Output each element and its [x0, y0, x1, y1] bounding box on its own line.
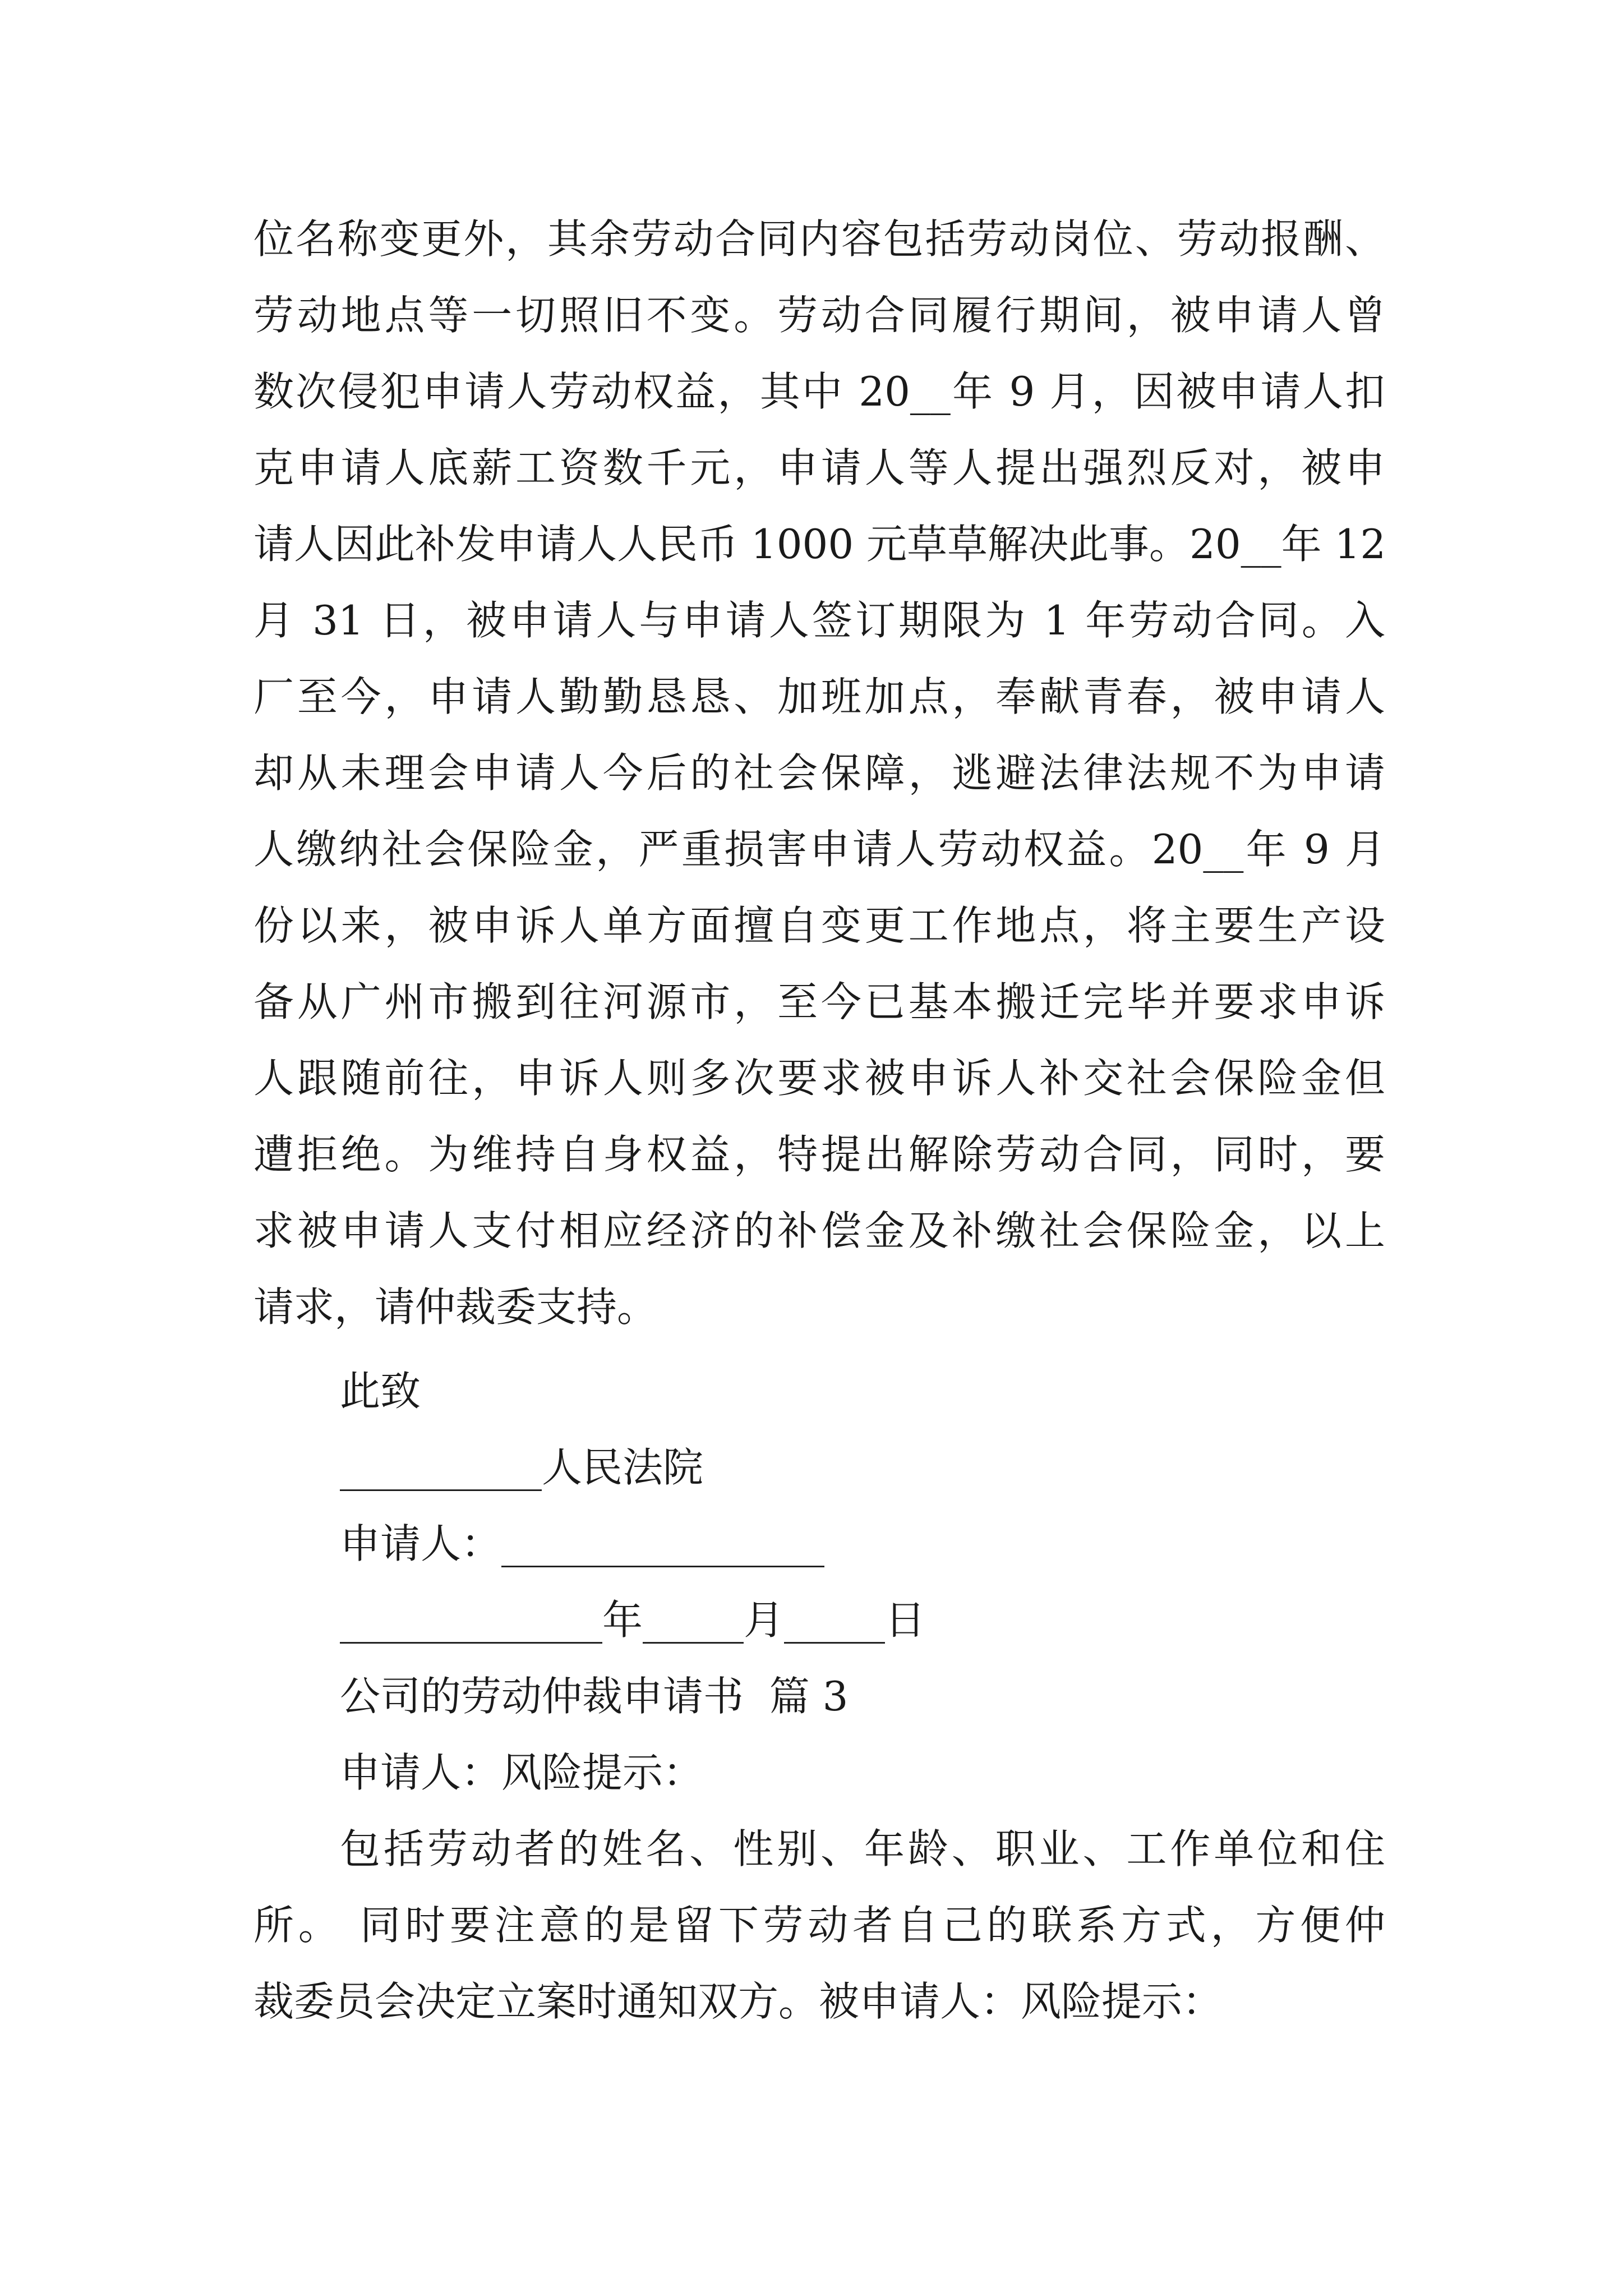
date-line: _____________年_____月_____日: [340, 1596, 925, 1644]
paragraph-line: 份以来，被申诉人单方面擅自变更工作地点，将主要生产设: [253, 902, 1385, 949]
salutation: 此致: [340, 1368, 421, 1415]
paragraph-line: 数次侵犯申请人劳动权益，其中 20__年 9 月，因被申请人扣: [253, 368, 1385, 415]
applicant-label: 申请人：风险提示：: [340, 1749, 704, 1796]
section-heading: 公司的劳动仲裁申请书 篇 3: [340, 1673, 849, 1720]
paragraph-line: 包括劳动者的姓名、性别、年龄、职业、工作单位和住: [340, 1825, 1385, 1872]
paragraph-line: 厂至今，申请人勤勤恳恳、加班加点，奉献青春，被申请人: [253, 673, 1385, 720]
paragraph-line: 所。 同时要注意的是留下劳动者自己的联系方式，方便仲: [253, 1902, 1385, 1949]
addressee-court: __________人民法院: [340, 1444, 704, 1491]
paragraph-line: 克申请人底薪工资数千元，申请人等人提出强烈反对，被申: [253, 444, 1385, 491]
paragraph-line: 裁委员会决定立案时通知双方。被申请人：风险提示：: [253, 1978, 1223, 2025]
applicant-signature-line: 申请人：________________: [340, 1520, 825, 1567]
paragraph-line: 劳动地点等一切照旧不变。劳动合同履行期间，被申请人曾: [253, 292, 1385, 339]
paragraph-line: 请人因此补发申请人人民币 1000 元草草解决此事。20__年 12: [253, 521, 1386, 568]
paragraph-line: 备从广州市搬到往河源市，至今已基本搬迁完毕并要求申诉: [253, 978, 1385, 1025]
paragraph-line: 请求，请仲裁委支持。: [253, 1283, 658, 1331]
paragraph-line: 遭拒绝。为维持自身权益，特提出解除劳动合同，同时，要: [253, 1131, 1385, 1178]
paragraph-line: 月 31 日，被申请人与申请人签订期限为 1 年劳动合同。入: [253, 597, 1385, 644]
paragraph-line: 人跟随前往，申诉人则多次要求被申诉人补交社会保险金但: [253, 1055, 1385, 1102]
paragraph-line: 却从未理会申请人今后的社会保障，逃避法律法规不为申请: [253, 749, 1385, 797]
paragraph-line: 求被申请人支付相应经济的补偿金及补缴社会保险金，以上: [253, 1207, 1385, 1254]
paragraph-line: 人缴纳社会保险金，严重损害申请人劳动权益。20__年 9 月: [253, 826, 1385, 873]
paragraph-line: 位名称变更外，其余劳动合同内容包括劳动岗位、劳动报酬、: [253, 215, 1385, 263]
